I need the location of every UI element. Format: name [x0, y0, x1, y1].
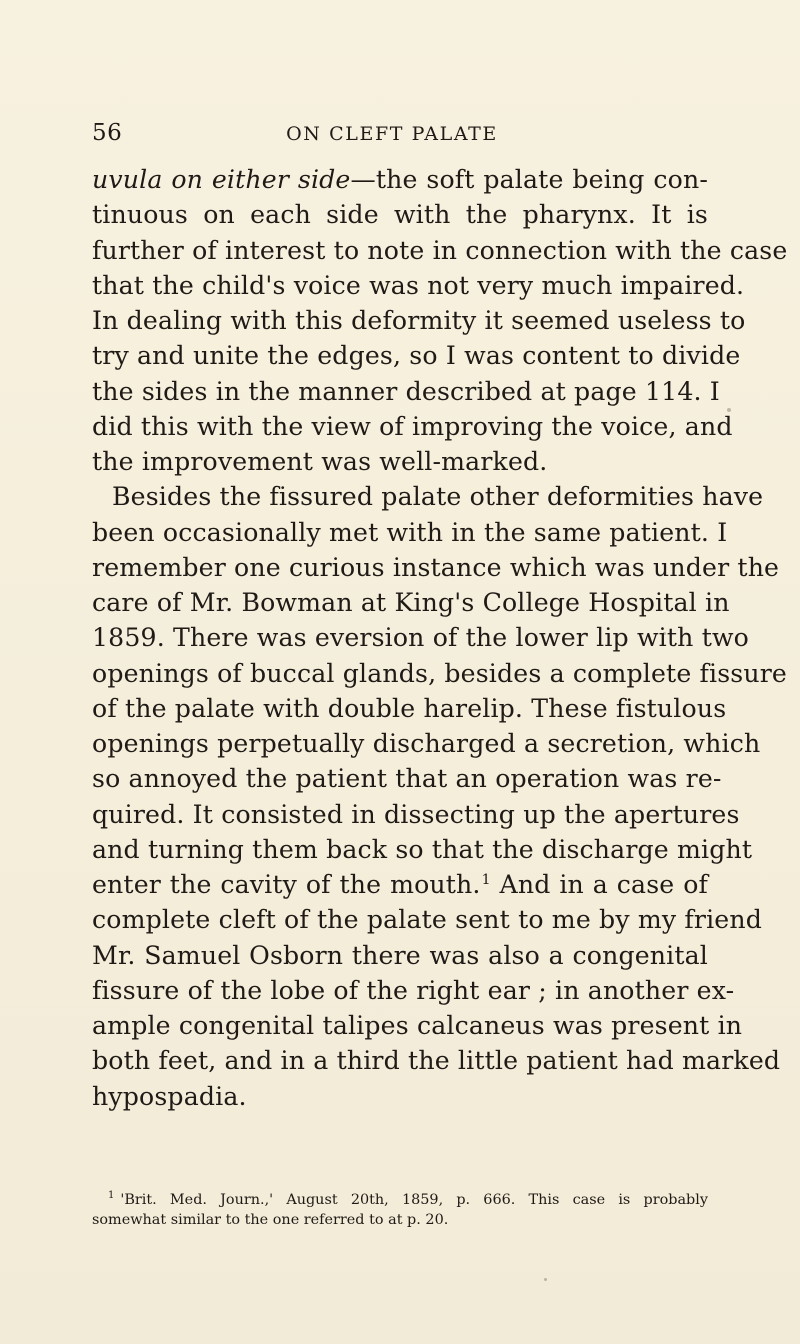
text-line: ample congenital talipes calcaneus was present in: [92, 1011, 743, 1040]
text-line: openings perpetually discharged a secretion, which: [92, 729, 761, 758]
paragraph-last-line: hypospadia.: [92, 1081, 247, 1111]
paper-speck: [727, 408, 731, 412]
footnote-line: [92, 1190, 708, 1210]
text-line: try and unite the edges, so I was content to divide: [92, 341, 741, 371]
text-line-segment: And in a case of: [490, 870, 709, 899]
footnote-marker: 1: [108, 1190, 115, 1201]
running-head: ON CLEFT PALATE: [286, 123, 498, 145]
paragraph-first-line: Besides the fissured palate other deformities have: [112, 482, 764, 512]
text-line: care of Mr. Bowman at King's College Hospital in: [92, 588, 730, 617]
text-line: complete cleft of the palate sent to me by my friend: [92, 905, 763, 935]
text-line: both feet, and in a third the little patient had marked: [92, 1046, 781, 1076]
paper-speck: [663, 632, 666, 635]
paragraph-last-line: the improvement was well-marked.: [92, 447, 548, 476]
text-line: tinuous on each side with the pharynx. It is: [92, 200, 708, 230]
italic-phrase: uvula on either side: [92, 165, 351, 194]
text-line: [92, 867, 708, 902]
text-line: In dealing with this deformity it seemed useless to: [92, 306, 746, 335]
body-text: [92, 162, 788, 1114]
text-line: quired. It consisted in dissecting up the apertures: [92, 799, 740, 829]
footnote-line: somewhat similar to the one referred to at p. 20.: [92, 1212, 449, 1228]
text-line: so annoyed the patient that an operation was re-: [92, 764, 722, 794]
text-line: further of interest to note in connection with the case: [92, 235, 788, 265]
text-line: that the child's voice was not very much impaired.: [92, 270, 745, 300]
text-line: did this with the view of improving the voice, and: [92, 411, 733, 441]
text-line-segment: —the soft palate being con-: [350, 165, 708, 194]
text-line: of the palate with double harelip. These fistulous: [92, 693, 727, 723]
footnote: [92, 1190, 708, 1230]
footnote-reference: 1: [481, 872, 491, 888]
text-line: the sides in the manner described at page 114. I: [92, 376, 720, 406]
text-line: openings of buccal glands, besides a complete fissure: [92, 658, 787, 688]
text-line: been occasionally met with in the same patient. I: [92, 517, 728, 547]
page-header: [92, 118, 712, 154]
page-number: 56: [92, 120, 123, 146]
text-line: and turning them back so that the discharge might: [92, 834, 753, 864]
text-line: fissure of the lobe of the right ear ; in another ex-: [92, 975, 735, 1005]
text-line-segment: enter the cavity of the mouth.: [92, 870, 481, 899]
footnote-text: 'Brit. Med. Journ.,' August 20th, 1859, p. 666. This case is probably: [120, 1192, 708, 1208]
text-line: 1859. There was eversion of the lower lip with two: [92, 623, 749, 653]
text-line: [92, 162, 708, 197]
text-line: Mr. Samuel Osborn there was also a congenital: [92, 940, 708, 970]
paper-speck: [544, 1278, 547, 1281]
text-line: remember one curious instance which was under the: [92, 552, 780, 582]
